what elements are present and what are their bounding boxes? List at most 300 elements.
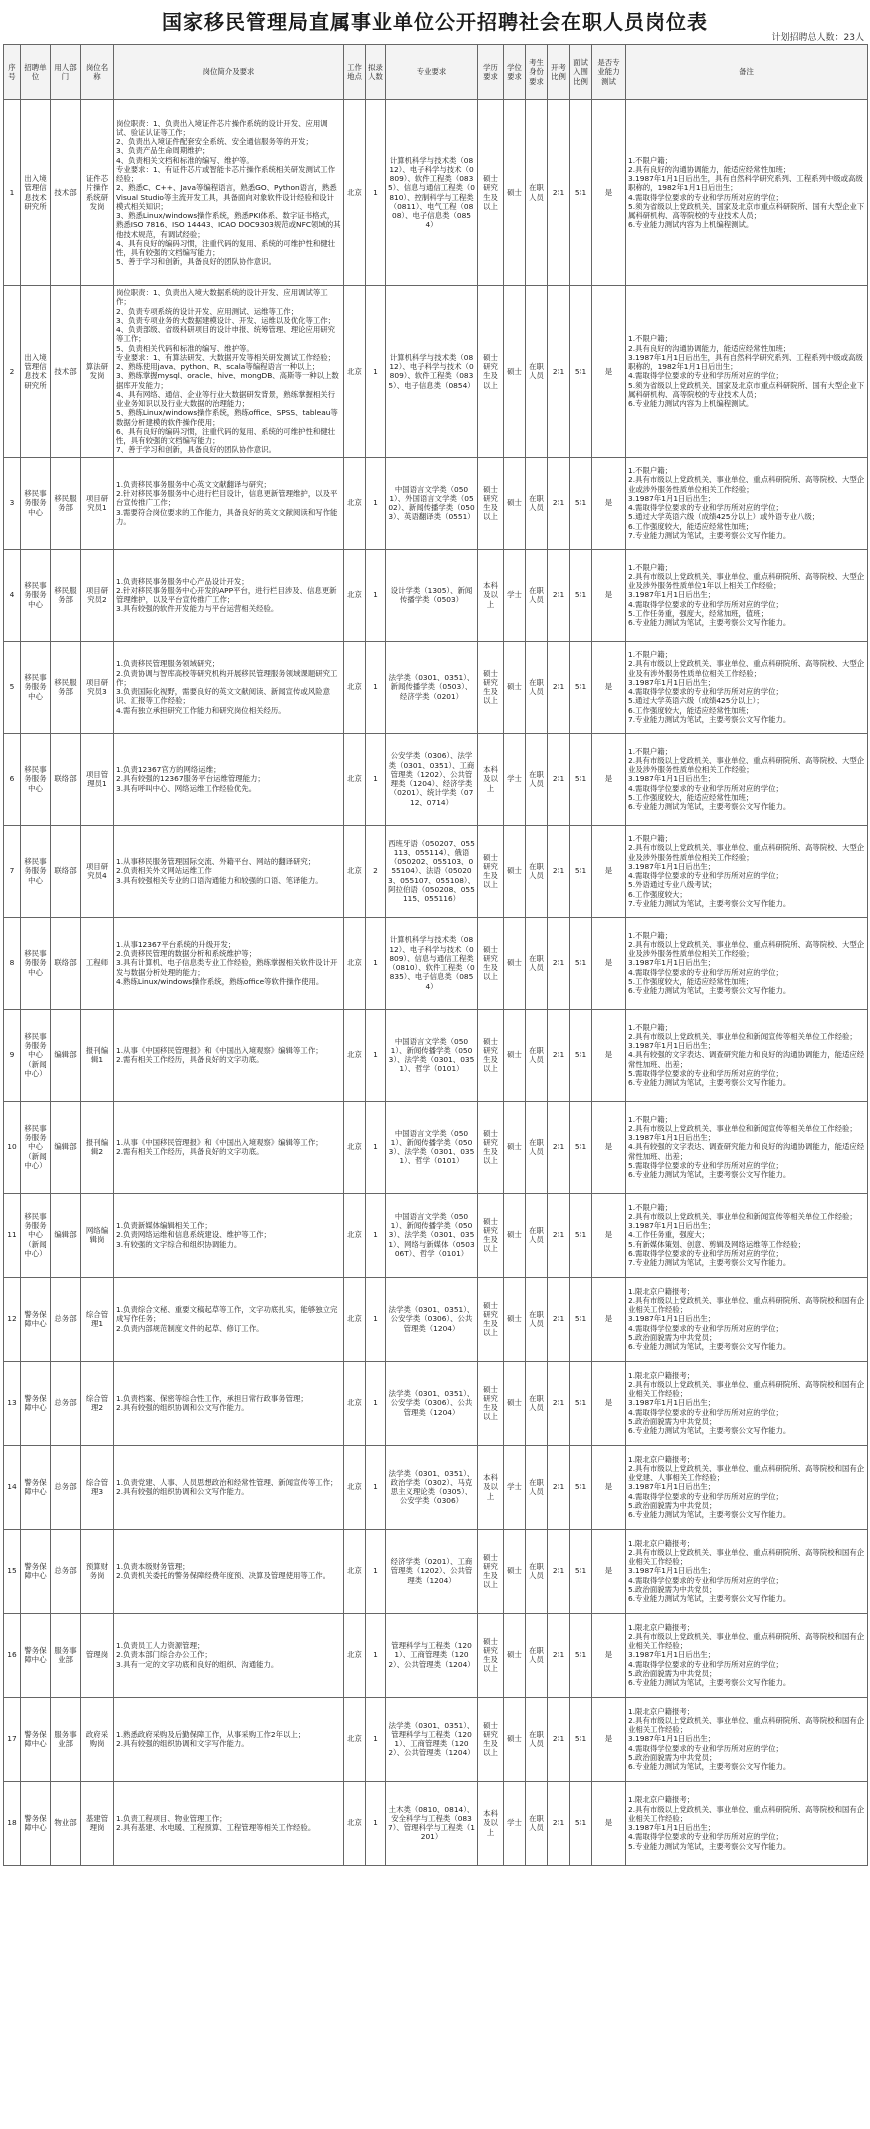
header-col-headcount: 拟录人数 [366, 45, 386, 100]
header-col-position: 岗位名称 [81, 45, 114, 100]
cell-headcount: 1 [366, 1009, 386, 1101]
cell-headcount: 1 [366, 1781, 386, 1865]
cell-position: 报刊编辑2 [81, 1101, 114, 1193]
table-row [4, 286, 868, 458]
cell-major: 计算机科学与技术类（0812）、电子科学与技术（0809）、软件工程类（0835）、电子信息类（0854） [386, 286, 478, 458]
cell-position: 综合管理3 [81, 1445, 114, 1529]
table-row [4, 1101, 868, 1193]
cell-major: 西班牙语（050207、055113、055114）、俄语（050202、055103、055104）、法语（050203、055107、055108）、阿拉伯语（050208、055115、055116） [386, 825, 478, 917]
cell-row-index: 10 [4, 1101, 21, 1193]
cell-location: 北京 [344, 1781, 366, 1865]
cell-degree: 学士 [504, 1445, 526, 1529]
cell-interview-ratio: 5∶1 [570, 1101, 592, 1193]
cell-degree: 硕士 [504, 1101, 526, 1193]
cell-position: 综合管理2 [81, 1361, 114, 1445]
cell-degree: 硕士 [504, 1277, 526, 1361]
header-col-exam-ratio: 开考比例 [548, 45, 570, 100]
cell-location: 北京 [344, 286, 366, 458]
cell-remarks: 1.不限户籍； 2.具有市级以上党政机关、事业单位和新闻宣传等相关单位工作经验； 3.1987年1月1日后出生； 4.具有较强的文字表达、调查研究能力和良好的沟通协调能力，能适应经常性加班、出差； 5.需取得学位要求的专业和学历所对应的学位； 6.专业能力测试为笔试，主要考察公文写作能力。 [626, 1009, 868, 1101]
header-col-identity: 考生身份要求 [526, 45, 548, 100]
cell-position: 项目研究员3 [81, 641, 114, 733]
cell-major: 公安学类（0306）、法学类（0301、0351）、工商管理类（1202）、公共管理类（1204）、经济学类（0201）、统计学类（0712、0714） [386, 733, 478, 825]
cell-identity: 在职人员 [526, 1697, 548, 1781]
cell-education: 硕士研究生及以上 [478, 286, 504, 458]
plan-total-note: 计划招聘总人数：23人 [771, 33, 864, 43]
cell-location: 北京 [344, 1361, 366, 1445]
cell-exam-ratio: 2∶1 [548, 549, 570, 641]
cell-identity: 在职人员 [526, 1277, 548, 1361]
cell-location: 北京 [344, 1697, 366, 1781]
cell-education: 硕士研究生及以上 [478, 641, 504, 733]
cell-headcount: 1 [366, 733, 386, 825]
cell-degree: 学士 [504, 1781, 526, 1865]
cell-description: 1.负责移民管理服务领域研究； 2.负责协调与智库高校等研究机构开展移民管理服务领域课题研究工作； 3.负责国际化视野，需要良好的英文文献阅读、新闻宣传或风险意识、汇报等工作经验； 4.需有独立承担研究工作能力和研究岗位相关经历。 [114, 641, 344, 733]
cell-degree: 学士 [504, 733, 526, 825]
header-col-index: 序号 [4, 45, 21, 100]
cell-skill-test: 是 [592, 100, 626, 286]
cell-row-index: 17 [4, 1697, 21, 1781]
cell-skill-test: 是 [592, 825, 626, 917]
cell-interview-ratio: 5∶1 [570, 1277, 592, 1361]
cell-skill-test: 是 [592, 457, 626, 549]
cell-headcount: 1 [366, 1101, 386, 1193]
cell-remarks: 1.不限户籍； 2.具有市级以上党政机关、事业单位和新闻宣传等相关单位工作经验； 3.1987年1月1日后出生； 4.具有较强的文字表达、调查研究能力和良好的沟通协调能力，能适应经常性加班、出差； 5.需取得学位要求的专业和学历所对应的学位； 6.专业能力测试为笔试，主要考察公文写作能力。 [626, 1101, 868, 1193]
cell-location: 北京 [344, 733, 366, 825]
cell-remarks: 1.不限户籍； 2.具有良好的沟通协调能力，能适应经常性加班； 3.1987年1月1日后出生，具有自然科学研究系列、工程系列中级或高级职称的，1982年1月1日后出生； 4.需取得学位要求的专业和学历所对应的学位； 5.须为省级以上党政机关、国家及北京市重点科研院所、国有大型企业下属科研机构、高等院校的专业技术人员； 6.专业能力测试内容为上机编程测试。 [626, 100, 868, 286]
cell-skill-test: 是 [592, 917, 626, 1009]
cell-degree: 硕士 [504, 1613, 526, 1697]
cell-remarks: 1.不限户籍； 2.具有市级以上党政机关、事业单位、重点科研院所、高等院校、大型企业及涉外服务性质单位相关工作经验； 3.1987年1月1日后出生； 4.需取得学位要求的专业和学历所对应的学位； 5.外语通过专业八级考试； 6.工作强度较大； 7.专业能力测试为笔试，主要考察公文写作能力。 [626, 825, 868, 917]
cell-employer: 移民事务服务中心（新闻中心） [21, 1009, 51, 1101]
cell-education: 硕士研究生及以上 [478, 1101, 504, 1193]
cell-education: 硕士研究生及以上 [478, 457, 504, 549]
cell-identity: 在职人员 [526, 1193, 548, 1277]
cell-interview-ratio: 5∶1 [570, 1445, 592, 1529]
table-row [4, 917, 868, 1009]
cell-major: 管理科学与工程类（1201）、工商管理类（1202）、公共管理类（1204） [386, 1613, 478, 1697]
cell-employer: 移民事务服务中心 [21, 457, 51, 549]
cell-exam-ratio: 2∶1 [548, 1193, 570, 1277]
cell-exam-ratio: 2∶1 [548, 1445, 570, 1529]
cell-education: 硕士研究生及以上 [478, 1613, 504, 1697]
cell-location: 北京 [344, 825, 366, 917]
cell-skill-test: 是 [592, 549, 626, 641]
cell-interview-ratio: 5∶1 [570, 457, 592, 549]
cell-position: 工程师 [81, 917, 114, 1009]
cell-identity: 在职人员 [526, 825, 548, 917]
cell-degree: 硕士 [504, 100, 526, 286]
header-col-skill-test: 是否专业能力测试 [592, 45, 626, 100]
cell-identity: 在职人员 [526, 1101, 548, 1193]
cell-employer: 移民事务服务中心（新闻中心） [21, 1193, 51, 1277]
cell-education: 硕士研究生及以上 [478, 100, 504, 286]
cell-identity: 在职人员 [526, 549, 548, 641]
cell-location: 北京 [344, 100, 366, 286]
header-col-department: 用人部门 [51, 45, 81, 100]
cell-remarks: 1.限北京户籍报考； 2.具有市级以上党政机关、事业单位、重点科研院所、高等院校和国有企业相关工作经验； 3.1987年1月1日后出生； 4.需取得学位要求的专业和学历所对应的学位； 5.政治面貌需为中共党员； 6.专业能力测试为笔试，主要考察公文写作能力。 [626, 1697, 868, 1781]
cell-position: 报刊编辑1 [81, 1009, 114, 1101]
table-row [4, 1445, 868, 1529]
cell-exam-ratio: 2∶1 [548, 100, 570, 286]
page-title: 国家移民管理局直属事业单位公开招聘社会在职人员岗位表 [162, 10, 708, 34]
cell-position: 算法研发岗 [81, 286, 114, 458]
cell-employer: 警务保障中心 [21, 1781, 51, 1865]
table-row [4, 1781, 868, 1865]
cell-employer: 警务保障中心 [21, 1529, 51, 1613]
table-row [4, 1277, 868, 1361]
cell-row-index: 14 [4, 1445, 21, 1529]
cell-major: 计算机科学与技术类（0812）、电子科学与技术（0809）、信息与通信工程类（0810）、软件工程类（0835）、电子信息类（0854） [386, 917, 478, 1009]
cell-exam-ratio: 2∶1 [548, 1009, 570, 1101]
cell-interview-ratio: 5∶1 [570, 917, 592, 1009]
cell-interview-ratio: 5∶1 [570, 1361, 592, 1445]
cell-interview-ratio: 5∶1 [570, 1613, 592, 1697]
cell-headcount: 1 [366, 1445, 386, 1529]
cell-position: 网络编辑岗 [81, 1193, 114, 1277]
cell-skill-test: 是 [592, 286, 626, 458]
cell-degree: 硕士 [504, 641, 526, 733]
cell-employer: 移民事务服务中心 [21, 825, 51, 917]
cell-department: 编辑部 [51, 1193, 81, 1277]
cell-degree: 硕士 [504, 1009, 526, 1101]
cell-exam-ratio: 2∶1 [548, 457, 570, 549]
cell-exam-ratio: 2∶1 [548, 1613, 570, 1697]
cell-identity: 在职人员 [526, 1781, 548, 1865]
cell-identity: 在职人员 [526, 286, 548, 458]
cell-remarks: 1.不限户籍； 2.具有市级以上党政机关、事业单位、重点科研院所、高等院校、大型企业及涉外服务性质单位相关工作经验； 3.1987年1月1日后出生； 4.需取得学位要求的专业和学历所对应的学位； 5.工作强度较大，能适应经常性加班； 6.专业能力测试为笔试，主要考察公文写作能力。 [626, 917, 868, 1009]
cell-degree: 硕士 [504, 825, 526, 917]
cell-employer: 警务保障中心 [21, 1697, 51, 1781]
cell-education: 硕士研究生及以上 [478, 1009, 504, 1101]
cell-remarks: 1.限北京户籍报考； 2.具有市级以上党政机关、事业单位、重点科研院所、高等院校和国有企业相关工作经验； 3.1987年1月1日后出生； 4.需取得学位要求的专业和学历所对应的学位； 5.专业能力测试为笔试，主要考察公文写作能力。 [626, 1781, 868, 1865]
cell-skill-test: 是 [592, 733, 626, 825]
cell-exam-ratio: 2∶1 [548, 917, 570, 1009]
cell-identity: 在职人员 [526, 100, 548, 286]
cell-department: 服务事业部 [51, 1613, 81, 1697]
cell-location: 北京 [344, 1277, 366, 1361]
cell-description: 1.负责档案、保密等综合性工作，承担日常行政事务管理； 2.具有较强的组织协调和公文写作能力。 [114, 1361, 344, 1445]
cell-description: 1.从事移民服务管理国际交流、外籍平台、网站的翻译研究； 2.负责相关外文网站运维工作 3.具有较强相关专业的口语沟通能力和较强的口语、笔译能力。 [114, 825, 344, 917]
table-row [4, 1697, 868, 1781]
cell-skill-test: 是 [592, 1613, 626, 1697]
cell-row-index: 4 [4, 549, 21, 641]
cell-interview-ratio: 5∶1 [570, 733, 592, 825]
cell-row-index: 6 [4, 733, 21, 825]
cell-row-index: 18 [4, 1781, 21, 1865]
cell-department: 总务部 [51, 1277, 81, 1361]
cell-major: 法学类（0301、0351）、政治学类（0302）、马克思主义理论类（0305）、公安学类（0306） [386, 1445, 478, 1529]
cell-major: 中国语言文学类（0501）、新闻传播学类（0503）、法学类（0301、0351）、哲学（0101） [386, 1101, 478, 1193]
cell-education: 本科及以上 [478, 733, 504, 825]
cell-employer: 移民事务服务中心 [21, 641, 51, 733]
cell-skill-test: 是 [592, 1781, 626, 1865]
cell-location: 北京 [344, 457, 366, 549]
header-col-education: 学历要求 [478, 45, 504, 100]
cell-position: 基建管理岗 [81, 1781, 114, 1865]
cell-employer: 警务保障中心 [21, 1613, 51, 1697]
cell-position: 项目研究员1 [81, 457, 114, 549]
cell-degree: 硕士 [504, 286, 526, 458]
cell-description: 1.负责工程项目、物业管理工作； 2.具有基建、水电暖、工程预算、工程管理等相关工作经验。 [114, 1781, 344, 1865]
cell-identity: 在职人员 [526, 1009, 548, 1101]
cell-education: 硕士研究生及以上 [478, 1529, 504, 1613]
cell-interview-ratio: 5∶1 [570, 1529, 592, 1613]
cell-description: 1.负责新媒体编辑相关工作； 2.负责网络运维和信息系统建设、维护等工作； 3.有较强的文字综合和组织协调能力。 [114, 1193, 344, 1277]
cell-major: 法学类（0301、0351）、公安学类（0306）、公共管理类（1204） [386, 1361, 478, 1445]
cell-row-index: 15 [4, 1529, 21, 1613]
cell-position: 预算财务岗 [81, 1529, 114, 1613]
cell-skill-test: 是 [592, 1009, 626, 1101]
cell-headcount: 1 [366, 1193, 386, 1277]
cell-headcount: 1 [366, 457, 386, 549]
cell-location: 北京 [344, 917, 366, 1009]
cell-location: 北京 [344, 549, 366, 641]
cell-department: 总务部 [51, 1361, 81, 1445]
cell-headcount: 1 [366, 1613, 386, 1697]
cell-description: 1.从事《中国移民管理报》和《中国出入境观察》编辑等工作； 2.需有相关工作经历，具备良好的文字功底。 [114, 1101, 344, 1193]
cell-location: 北京 [344, 641, 366, 733]
cell-exam-ratio: 2∶1 [548, 825, 570, 917]
cell-description: 1.负责综合文秘、重要文稿起草等工作，文字功底扎实，能够独立完成写作任务； 2.负责内部规范制度文件的起草、修订工作。 [114, 1277, 344, 1361]
cell-employer: 警务保障中心 [21, 1277, 51, 1361]
cell-employer: 移民事务服务中心 [21, 549, 51, 641]
cell-major: 中国语言文学类（0501）、新闻传播学类（0503）、法学类（0301、0351）、哲学（0101） [386, 1009, 478, 1101]
cell-location: 北京 [344, 1101, 366, 1193]
cell-description: 1.负责移民事务服务中心产品设计开发； 2.针对移民事务服务中心开发的APP平台，进行栏目涉及、信息更新管理维护，以及平台宣传推广工作； 3.具有较强的软件开发能力与平台运营相关经验。 [114, 549, 344, 641]
cell-education: 硕士研究生及以上 [478, 825, 504, 917]
cell-exam-ratio: 2∶1 [548, 1277, 570, 1361]
cell-degree: 硕士 [504, 1361, 526, 1445]
cell-major: 计算机科学与技术类（0812）、电子科学与技术（0809）、软件工程类（0835）、信息与通信工程类（0810）、控制科学与工程类（0811）、电气工程（0808）、电子信息类（0854） [386, 100, 478, 286]
cell-department: 联络部 [51, 733, 81, 825]
cell-skill-test: 是 [592, 1101, 626, 1193]
cell-employer: 移民事务服务中心 [21, 733, 51, 825]
cell-remarks: 1.不限户籍； 2.具有市级以上党政机关、事业单位和新闻宣传等相关单位工作经验； 3.1987年1月1日后出生； 4.工作任务重，强度大； 5.有新媒体策划、创意、剪辑及网络运维等工作经验； 6.需取得学位要求的专业和学历所对应的学位； 7.专业能力测试为笔试，主要考察公文写作能力。 [626, 1193, 868, 1277]
cell-department: 总务部 [51, 1529, 81, 1613]
table-header [4, 45, 868, 100]
table-row [4, 1613, 868, 1697]
cell-education: 硕士研究生及以上 [478, 1697, 504, 1781]
cell-description: 1.从事《中国移民管理报》和《中国出入境观察》编辑等工作； 2.需有相关工作经历，具备良好的文字功底。 [114, 1009, 344, 1101]
table-row [4, 549, 868, 641]
cell-row-index: 1 [4, 100, 21, 286]
cell-exam-ratio: 2∶1 [548, 1781, 570, 1865]
cell-department: 联络部 [51, 825, 81, 917]
cell-headcount: 1 [366, 917, 386, 1009]
cell-degree: 硕士 [504, 917, 526, 1009]
cell-degree: 学士 [504, 549, 526, 641]
cell-skill-test: 是 [592, 1529, 626, 1613]
cell-employer: 移民事务服务中心 [21, 917, 51, 1009]
table-row [4, 1361, 868, 1445]
cell-headcount: 1 [366, 100, 386, 286]
cell-row-index: 11 [4, 1193, 21, 1277]
cell-education: 硕士研究生及以上 [478, 917, 504, 1009]
cell-interview-ratio: 5∶1 [570, 549, 592, 641]
cell-headcount: 1 [366, 1529, 386, 1613]
cell-row-index: 3 [4, 457, 21, 549]
cell-headcount: 1 [366, 549, 386, 641]
cell-remarks: 1.限北京户籍报考； 2.具有市级以上党政机关、事业单位、重点科研院所、高等院校和国有企业相关工作经验； 3.1987年1月1日后出生； 4.需取得学位要求的专业和学历所对应的学位； 5.政治面貌需为中共党员； 6.专业能力测试为笔试，主要考察公文写作能力。 [626, 1361, 868, 1445]
cell-education: 本科及以上 [478, 1445, 504, 1529]
cell-description: 1.负责党建、人事、人员思想政治和经常性管理、新闻宣传等工作； 2.具有较强的组织协调和公文写作能力。 [114, 1445, 344, 1529]
cell-identity: 在职人员 [526, 1529, 548, 1613]
table-row [4, 100, 868, 286]
positions-table [3, 44, 868, 1866]
cell-row-index: 5 [4, 641, 21, 733]
cell-major: 法学类（0301、0351）、公安学类（0306）、公共管理类（1204） [386, 1277, 478, 1361]
cell-employer: 警务保障中心 [21, 1361, 51, 1445]
cell-exam-ratio: 2∶1 [548, 1529, 570, 1613]
cell-remarks: 1.限北京户籍报考； 2.具有市级以上党政机关、事业单位、重点科研院所、高等院校和国有企业相关工作经验； 3.1987年1月1日后出生； 4.需取得学位要求的专业和学历所对应的学位； 5.政治面貌需为中共党员； 6.专业能力测试为笔试，主要考察公文写作能力。 [626, 1529, 868, 1613]
cell-major: 中国语言文学类（0501）、新闻传播学类（0503）、法学类（0301、0351）、网络与新媒体（050306T）、哲学（0101） [386, 1193, 478, 1277]
cell-interview-ratio: 5∶1 [570, 1697, 592, 1781]
cell-interview-ratio: 5∶1 [570, 825, 592, 917]
cell-department: 技术部 [51, 286, 81, 458]
cell-identity: 在职人员 [526, 1613, 548, 1697]
cell-interview-ratio: 5∶1 [570, 1193, 592, 1277]
cell-exam-ratio: 2∶1 [548, 733, 570, 825]
cell-remarks: 1.不限户籍； 2.具有市级以上党政机关、事业单位、重点科研院所、高等院校、大型企业及有涉外服务性质单位相关工作经验； 3.1987年1月1日后出生； 4.需取得学位要求的专业和学历所对应的学位； 5.通过大学英语六级（成绩425分以上）； 6.工作强度较大，能适应经常性加班； 7.专业能力测试为笔试，主要考察公文写作能力。 [626, 641, 868, 733]
cell-major: 设计学类（1305）、新闻传播学类（0503） [386, 549, 478, 641]
cell-department: 物业部 [51, 1781, 81, 1865]
cell-exam-ratio: 2∶1 [548, 641, 570, 733]
cell-row-index: 13 [4, 1361, 21, 1445]
table-row [4, 733, 868, 825]
cell-remarks: 1.限北京户籍报考； 2.具有市级以上党政机关、事业单位、重点科研院所、高等院校和国有企业党建、人事相关工作经验； 3.1987年1月1日后出生； 4.需取得学位要求的专业和学历所对应的学位； 5.政治面貌需为中共党员； 6.专业能力测试为笔试，主要考察公文写作能力。 [626, 1445, 868, 1529]
cell-remarks: 1.不限户籍； 2.具有市级以上党政机关、事业单位、重点科研院所、高等院校、大型企业及涉外服务性质单位相关工作经验； 3.1987年1月1日后出生； 4.需取得学位要求的专业和学历所对应的学位； 5.工作强度较大，能适应经常性加班； 6.专业能力测试为笔试，主要考察公文写作能力。 [626, 733, 868, 825]
cell-degree: 硕士 [504, 1193, 526, 1277]
cell-position: 综合管理1 [81, 1277, 114, 1361]
header-col-employer: 招聘单位 [21, 45, 51, 100]
cell-exam-ratio: 2∶1 [548, 1361, 570, 1445]
cell-identity: 在职人员 [526, 457, 548, 549]
cell-employer: 出入境管理信息技术研究所 [21, 100, 51, 286]
cell-department: 总务部 [51, 1445, 81, 1529]
cell-headcount: 2 [366, 825, 386, 917]
cell-remarks: 1.限北京户籍报考； 2.具有市级以上党政机关、事业单位、重点科研院所、高等院校和国有企业相关工作经验； 3.1987年1月1日后出生； 4.需取得学位要求的专业和学历所对应的学位； 5.政治面貌需为中共党员； 6.专业能力测试为笔试，主要考察公文写作能力。 [626, 1277, 868, 1361]
cell-row-index: 7 [4, 825, 21, 917]
cell-row-index: 2 [4, 286, 21, 458]
cell-education: 硕士研究生及以上 [478, 1361, 504, 1445]
cell-row-index: 16 [4, 1613, 21, 1697]
cell-remarks: 1.不限户籍； 2.具有良好的沟通协调能力，能适应经常性加班； 3.1987年1月1日后出生，具有自然科学研究系列、工程系列中级或高级职称的，1982年1月1日后出生； 4.需取得学位要求的专业和学历所对应的学位； 5.须为省级以上党政机关、国家及北京市重点科研院所、国有大型企业下属科研机构、高等院校的专业技术人员； 6.专业能力测试内容为上机编程测试。 [626, 286, 868, 458]
cell-description: 岗位职责：1、负责出入境证件芯片操作系统的设计开发、应用调试、验证认证等工作； 2、负责出入境证件配套安全系统、安全通信服务等的开发； 3、负责产品生命周期维护； 4、负责相关文档和标准的编写、维护等。 专业要求：1、有证件芯片或智能卡芯片操作系统相关研发测试工作经验； 2、熟悉C、C++、Java等编程语言，熟悉GO、Python语言，熟悉Visual Studio等主流开发工具，具备面向对象软件设计经验和设计模式相关知识； 3、熟悉Linux/windows操作系统，熟悉PKI体系、数字证书格式，熟悉ISO 7816、ISO 14443、ICAO DOC9303规范或NFC领域的其他技术规范，有调试经验； 4、具有良好的编码习惯，注重代码的复用、系统的可维护性和健壮性，具有较强的文档编写能力； 5、善于学习和创新，具备良好的团队协作意识。 [114, 100, 344, 286]
cell-location: 北京 [344, 1009, 366, 1101]
cell-department: 编辑部 [51, 1009, 81, 1101]
cell-position: 政府采购岗 [81, 1697, 114, 1781]
cell-row-index: 12 [4, 1277, 21, 1361]
cell-degree: 硕士 [504, 1697, 526, 1781]
cell-identity: 在职人员 [526, 1445, 548, 1529]
cell-interview-ratio: 5∶1 [570, 286, 592, 458]
cell-identity: 在职人员 [526, 641, 548, 733]
cell-identity: 在职人员 [526, 1361, 548, 1445]
table-row [4, 641, 868, 733]
cell-major: 法学类（0301、0351）、新闻传播学类（0503）、经济学类（0201） [386, 641, 478, 733]
header-col-remarks: 备注 [626, 45, 868, 100]
cell-remarks: 1.不限户籍； 2.具有市级以上党政机关、事业单位、重点科研院所、高等院校、大型企业或涉外服务性质单位相关工作经验； 3.1987年1月1日后出生； 4.需取得学位要求的专业和学历所对应的学位； 5.通过大学英语六级（成绩425分以上）或外语专业八级； 6.工作强度较大，能适应经常性加班； 7.专业能力测试为笔试，主要考察公文写作能力。 [626, 457, 868, 549]
table-row [4, 1193, 868, 1277]
cell-description: 1.熟悉政府采购及后勤保障工作，从事采购工作2年以上； 2.具有较强的组织协调和文字写作能力。 [114, 1697, 344, 1781]
cell-exam-ratio: 2∶1 [548, 1697, 570, 1781]
cell-exam-ratio: 2∶1 [548, 286, 570, 458]
header-col-major: 专业要求 [386, 45, 478, 100]
header-col-location: 工作地点 [344, 45, 366, 100]
cell-skill-test: 是 [592, 1277, 626, 1361]
table-row [4, 1009, 868, 1101]
table-row [4, 457, 868, 549]
cell-location: 北京 [344, 1529, 366, 1613]
header-col-description: 岗位简介及要求 [114, 45, 344, 100]
cell-description: 1.负责员工人力资源管理； 2.负责本部门综合办公工作； 3.具有一定的文字功底和良好的组织、沟通能力。 [114, 1613, 344, 1697]
cell-position: 项目研究员2 [81, 549, 114, 641]
cell-location: 北京 [344, 1445, 366, 1529]
cell-department: 服务事业部 [51, 1697, 81, 1781]
cell-skill-test: 是 [592, 1361, 626, 1445]
cell-major: 中国语言文学类（0501）、外国语言文学类（0502）、新闻传播学类（0503）、英语翻译类（0551） [386, 457, 478, 549]
cell-employer: 警务保障中心 [21, 1445, 51, 1529]
cell-education: 本科及以上 [478, 1781, 504, 1865]
cell-major: 法学类（0301、0351）、管理科学与工程类（1201）、工商管理类（1202）、公共管理类（1204） [386, 1697, 478, 1781]
cell-skill-test: 是 [592, 641, 626, 733]
cell-remarks: 1.限北京户籍报考； 2.具有市级以上党政机关、事业单位、重点科研院所、高等院校和国有企业相关工作经验； 3.1987年1月1日后出生； 4.需取得学位要求的专业和学历所对应的学位； 5.政治面貌需为中共党员； 6.专业能力测试为笔试，主要考察公文写作能力。 [626, 1613, 868, 1697]
cell-description: 1.从事12367平台系统的升级开发； 2.负责移民管理的数据分析和系统维护等； 3.具有计算机、电子信息类专业工作经验，熟练掌握相关软件设计开发与数据分析处理的能力； 4.熟练Linux/windows操作系统，熟练office等软件操作使用。 [114, 917, 344, 1009]
cell-skill-test: 是 [592, 1193, 626, 1277]
cell-headcount: 1 [366, 1361, 386, 1445]
cell-location: 北京 [344, 1613, 366, 1697]
cell-position: 项目管理员1 [81, 733, 114, 825]
cell-headcount: 1 [366, 286, 386, 458]
cell-description: 1.负责本级财务管理； 2.负责机关委托的警务保障经费年度预、决算及管理使用等工作。 [114, 1529, 344, 1613]
cell-education: 本科及以上 [478, 549, 504, 641]
table-body [4, 100, 868, 1866]
cell-department: 移民服务部 [51, 549, 81, 641]
cell-department: 移民服务部 [51, 457, 81, 549]
cell-remarks: 1.不限户籍； 2.具有市级以上党政机关、事业单位、重点科研院所、高等院校、大型企业及涉外服务性质单位1年以上相关工作经验； 3.1987年1月1日后出生； 4.需取得学位要求的专业和学历所对应的学位； 5.工作任务重，强度大，经常加班，值班； 6.专业能力测试为笔试，主要考察公文写作能力。 [626, 549, 868, 641]
cell-headcount: 1 [366, 641, 386, 733]
table-row [4, 1529, 868, 1613]
cell-row-index: 8 [4, 917, 21, 1009]
cell-identity: 在职人员 [526, 733, 548, 825]
cell-degree: 硕士 [504, 457, 526, 549]
cell-department: 移民服务部 [51, 641, 81, 733]
cell-interview-ratio: 5∶1 [570, 100, 592, 286]
cell-interview-ratio: 5∶1 [570, 1009, 592, 1101]
cell-employer: 移民事务服务中心（新闻中心） [21, 1101, 51, 1193]
cell-location: 北京 [344, 1193, 366, 1277]
cell-major: 经济学类（0201）、工商管理类（1202）、公共管理类（1204） [386, 1529, 478, 1613]
cell-major: 土木类（0810、0814）、安全科学与工程类（0837）、管理科学与工程类（1201） [386, 1781, 478, 1865]
cell-description: 1.负责移民事务服务中心英文文献翻译与研究； 2.针对移民事务服务中心进行栏目设计，信息更新管理维护，以及平台宣传推广工作； 3.需要符合岗位要求的工作能力，具备良好的英文文献阅读和写作能力。 [114, 457, 344, 549]
table-row [4, 825, 868, 917]
cell-description: 岗位职责：1、负责出入境大数据系统的设计开发、应用调试等工作； 2、负责专项系统的设计开发、应用测试、运维等工作； 3、负责专项业务的大数据建模设计、开发、运维以及优化等工作； 4、负责部级、省级科研项目的设计申报、统筹管理、理论应用研究等工作； 5、负责相关代码和标准的编写、维护等。 专业要求：1、有算法研发、大数据开发等相关研发测试工作经验； 2、熟练使用java、python、R、scala等编程语言一种以上； 3、熟练掌握mysql、oracle、hive、mongDB、高斯等一种以上数据库开发能力； 4、具有网络、通信、企业等行业大数据研发背景，熟练掌握相关行业业务知识以及行业大数据的治理能力； 5、熟练Linux/windows操作系统，熟练office、SPSS、tableau等数据分析建模的软件操作使用； 6、具有良好的编码习惯，注重代码的复用、系统的可维护性和健壮性，具有较强的文档编写能力； 7、善于学习和创新，具备良好的团队协作意识。 [114, 286, 344, 458]
cell-interview-ratio: 5∶1 [570, 1781, 592, 1865]
cell-position: 证件芯片操作系统研发岗 [81, 100, 114, 286]
cell-department: 技术部 [51, 100, 81, 286]
cell-position: 管理岗 [81, 1613, 114, 1697]
cell-interview-ratio: 5∶1 [570, 641, 592, 733]
cell-headcount: 1 [366, 1697, 386, 1781]
cell-department: 联络部 [51, 917, 81, 1009]
cell-degree: 硕士 [504, 1529, 526, 1613]
cell-skill-test: 是 [592, 1697, 626, 1781]
cell-description: 1.负责12367官方的网络运维； 2.具有较强的12367服务平台运维管理能力； 3.具有呼叫中心、网络运维工作经验优先。 [114, 733, 344, 825]
cell-identity: 在职人员 [526, 917, 548, 1009]
cell-skill-test: 是 [592, 1445, 626, 1529]
header-col-degree: 学位要求 [504, 45, 526, 100]
cell-education: 硕士研究生及以上 [478, 1277, 504, 1361]
